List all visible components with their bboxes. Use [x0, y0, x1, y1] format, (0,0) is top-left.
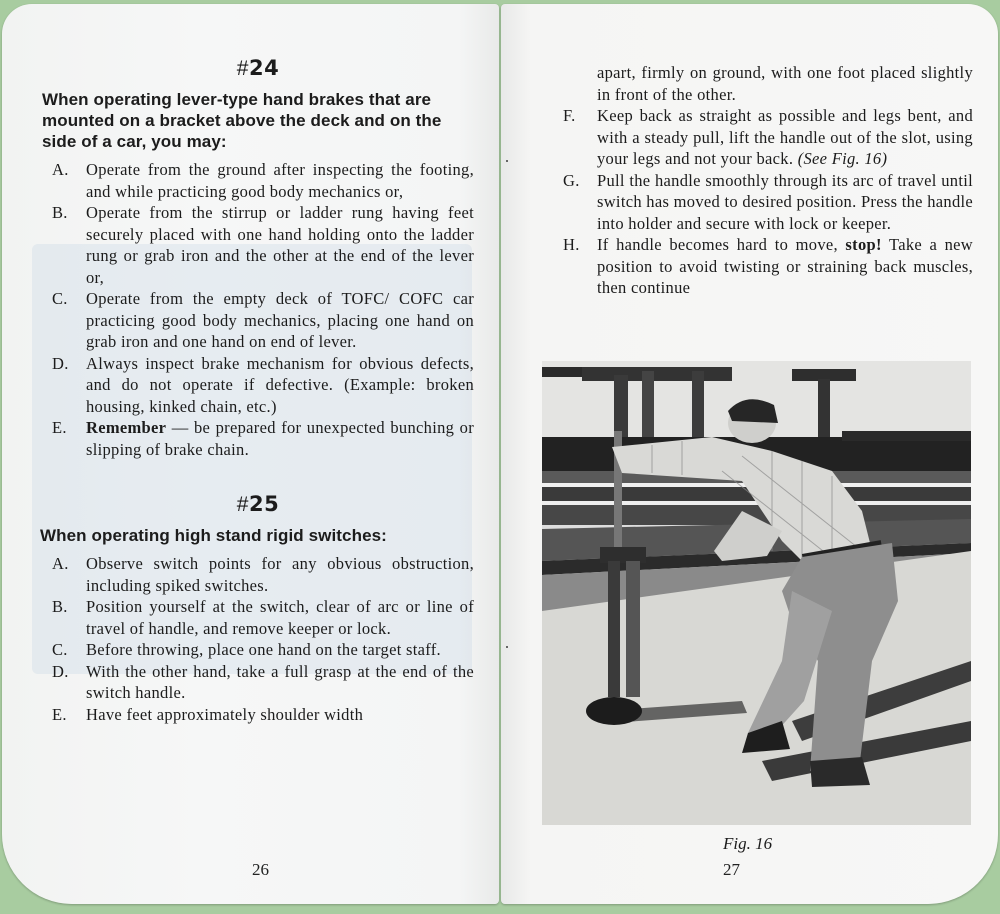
- list-item: [42, 159, 474, 202]
- rule-24-list: [42, 159, 474, 460]
- page-number-left: 26: [252, 860, 269, 879]
- item-letter: C.: [52, 289, 68, 308]
- rule-25-number: [42, 492, 474, 517]
- rule-24-number: [42, 56, 474, 81]
- item-text: Operate from the empty deck of TOFC/ COFC car practicing good body mechanics, placing one hand on grab iron and one hand on end of lever.: [86, 289, 474, 351]
- support-post: [818, 379, 830, 441]
- item-text: — be prepared for unexpected bunching or slipping of brake chain.: [86, 418, 474, 459]
- item-text: Keep back as straight as possible and legs bent, and with a steady pull, lift the handle out of the slot, using your legs and not your back.: [597, 106, 973, 168]
- figure-caption: Fig. 16: [723, 834, 773, 853]
- item-letter: F.: [563, 106, 576, 125]
- spine-mark: [506, 160, 508, 162]
- item-letter: A.: [52, 160, 69, 179]
- item-letter: D.: [52, 353, 69, 373]
- rule-25-list-continued: [553, 105, 973, 299]
- item-text: Operate from the stirrup or ladder rung having feet securely placed with one hand holding onto the ladder rung or grab iron and the other at the end of the lever or,: [86, 203, 474, 287]
- item-text: With the other hand, take a full grasp at the end of the switch handle.: [86, 661, 474, 702]
- item-text: Before throwing, place one hand on the target staff.: [86, 640, 441, 659]
- page-number-right: 27: [723, 860, 740, 879]
- hash-symbol: #: [236, 493, 249, 516]
- support-post: [642, 371, 654, 441]
- list-item: [42, 417, 474, 460]
- switch-stand-post: [608, 561, 620, 697]
- continued-text: apart, firmly on ground, with one foot placed slightly in front of the other.: [597, 63, 973, 104]
- list-item: [42, 661, 474, 704]
- item-text: Have feet approximately shoulder width: [86, 704, 364, 724]
- rule-24-heading: When operating lever-type hand brakes that are mounted on a bracket above the deck and on the side of a car, you may:: [42, 90, 442, 151]
- item-text: Operate from the ground after inspecting the footing, and while practicing good body mechanics or,: [86, 160, 474, 201]
- item-text: Position yourself at the switch, clear of arc or line of travel of handle, and remove keeper or lock.: [86, 597, 474, 638]
- switch-base: [586, 697, 642, 725]
- left-page-content: [42, 56, 474, 725]
- item-text: Observe switch points for any obvious obstruction, including spiked switches.: [86, 554, 474, 595]
- item-letter: E.: [52, 418, 67, 437]
- list-item: [553, 170, 973, 235]
- worker-boot: [810, 757, 870, 787]
- item-text: Pull the handle smoothly through its arc of travel until switch has moved to desired position. Press the handle into holder and secure with lock or keeper.: [597, 170, 973, 233]
- spine-mark: [506, 646, 508, 648]
- rule-number: 25: [248, 492, 280, 516]
- item-letter: B.: [52, 203, 68, 222]
- item-letter: B.: [52, 597, 68, 616]
- figure-reference: (See Fig. 16): [797, 149, 888, 168]
- list-item: [42, 596, 474, 639]
- list-item: [553, 234, 973, 299]
- rule-number: 24: [248, 56, 280, 80]
- rule-25-list: [42, 553, 474, 725]
- list-item: [42, 288, 474, 353]
- item-letter: G.: [563, 170, 580, 190]
- figure-16-photo: [542, 361, 971, 825]
- support-post: [614, 375, 628, 439]
- overhead-beam: [582, 367, 732, 381]
- item-letter: A.: [52, 554, 69, 573]
- list-item: [42, 704, 474, 726]
- item-letter: E.: [52, 704, 67, 724]
- list-item: [42, 202, 474, 288]
- item-letter: D.: [52, 661, 69, 681]
- photo-illustration: [542, 361, 971, 825]
- stop-emphasis: stop!: [845, 235, 882, 254]
- left-page: [2, 4, 499, 904]
- item-text: If handle becomes hard to move,: [597, 235, 846, 254]
- item-letter: H.: [563, 235, 580, 254]
- item-letter: C.: [52, 640, 68, 659]
- overhead-beam: [542, 367, 582, 377]
- hash-symbol: #: [236, 57, 249, 80]
- list-item: [553, 105, 973, 170]
- support-post: [692, 371, 704, 441]
- switch-stand-head: [600, 547, 646, 563]
- booklet-spread: [2, 4, 998, 906]
- rule-25-heading: When operating high stand rigid switches:: [40, 526, 387, 545]
- list-item: [42, 553, 474, 596]
- list-item: [42, 639, 474, 661]
- item-text: Take a new position to avoid twisting or straining back muscles, then continue: [597, 235, 973, 297]
- right-page: [501, 4, 998, 904]
- item-text: Always inspect brake mechanism for obvious defects, and do not operate if defective. (Example: broken housing, kinked chain, etc.): [86, 353, 474, 416]
- right-page-content: [553, 62, 973, 299]
- remember-emphasis: Remember: [86, 418, 167, 437]
- freight-cars: [842, 431, 971, 441]
- switch-stand-post: [626, 561, 640, 697]
- list-item: [42, 353, 474, 418]
